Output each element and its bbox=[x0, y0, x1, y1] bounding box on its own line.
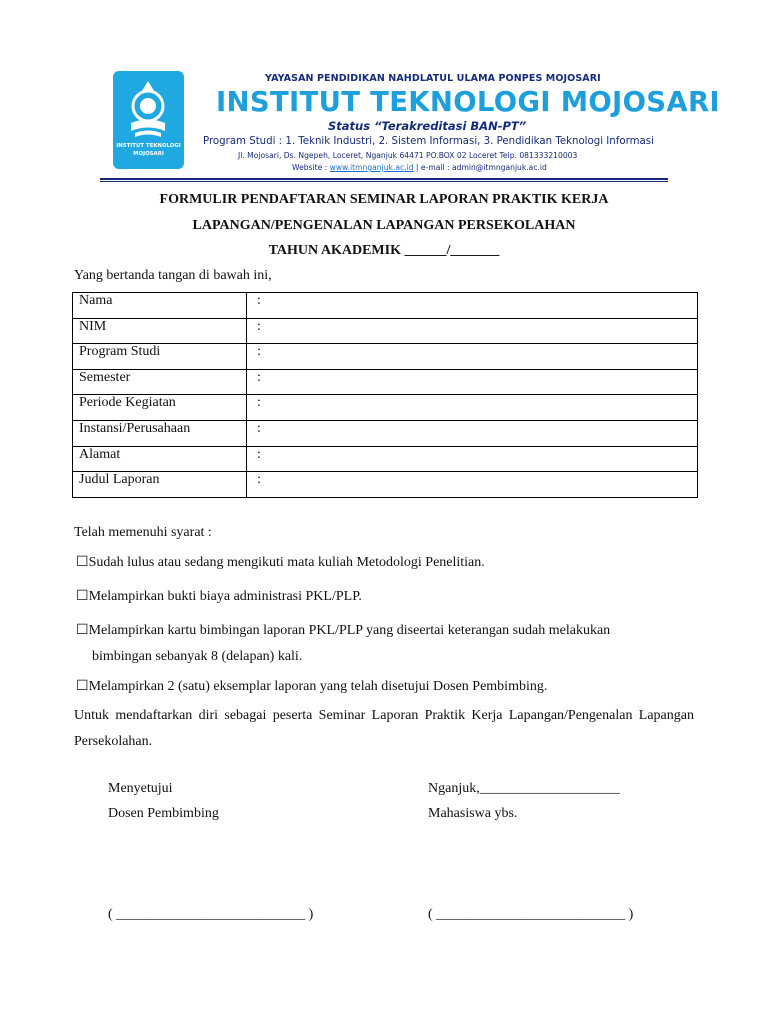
institution-logo bbox=[113, 71, 184, 169]
table-row bbox=[73, 293, 698, 319]
table-row bbox=[73, 344, 698, 370]
condition-text: Melampirkan kartu bimbingan laporan PKL/PLP yang diseertai keterangan sudah melakukan bbox=[88, 623, 611, 638]
field-label-periode-kegiatan: Periode Kegiatan bbox=[73, 395, 247, 421]
institution-contact bbox=[292, 163, 547, 172]
field-value-program-studi[interactable]: : bbox=[247, 344, 698, 370]
student-signature-line[interactable]: ( ___________________________ ) bbox=[428, 907, 634, 922]
table-row bbox=[73, 446, 698, 472]
field-value-nama[interactable]: : bbox=[247, 293, 698, 319]
field-label-program-studi: Program Studi bbox=[73, 344, 247, 370]
conditions-intro: Telah memenuhi syarat : bbox=[74, 525, 212, 540]
supervisor-signature-line[interactable]: ( ___________________________ ) bbox=[108, 907, 314, 922]
letterhead bbox=[0, 0, 768, 182]
condition-item bbox=[76, 617, 694, 670]
checkbox-icon[interactable]: ☐ bbox=[76, 554, 89, 570]
study-programs: Program Studi : 1. Teknik Industri, 2. Sistem Informasi, 3. Pendidikan Teknologi Informasi bbox=[203, 136, 654, 147]
approval-label: Menyetujui bbox=[108, 781, 173, 796]
letterhead-divider bbox=[100, 178, 668, 180]
student-label: Mahasiswa ybs. bbox=[428, 806, 518, 821]
condition-text: Melampirkan bukti biaya administrasi PKL/PLP. bbox=[88, 589, 362, 604]
field-label-alamat: Alamat bbox=[73, 446, 247, 472]
email-text: | e-mail : admin@itmnganjuk.ac.id bbox=[413, 163, 547, 172]
table-row bbox=[73, 420, 698, 446]
logo-text-mojosari: MOJOSARI bbox=[133, 151, 164, 157]
letterhead-divider-thin bbox=[100, 181, 668, 182]
field-label-judul-laporan: Judul Laporan bbox=[73, 472, 247, 498]
condition-item bbox=[76, 549, 694, 576]
field-value-semester[interactable]: : bbox=[247, 369, 698, 395]
field-value-periode-kegiatan[interactable]: : bbox=[247, 395, 698, 421]
website-link[interactable]: www.itmnganjuk.ac.id bbox=[329, 163, 414, 172]
field-value-instansi[interactable]: : bbox=[247, 420, 698, 446]
accreditation-status: Status “Terakreditasi BAN-PT” bbox=[328, 119, 527, 133]
field-label-nama: Nama bbox=[73, 293, 247, 319]
condition-text: Sudah lulus atau sedang mengikuti mata kuliah Metodologi Penelitian. bbox=[88, 555, 485, 570]
form-title-line-1: FORMULIR PENDAFTARAN SEMINAR LAPORAN PRAKTIK KERJA bbox=[159, 192, 609, 207]
institution-name: INSTITUT TEKNOLOGI MOJOSARI bbox=[216, 86, 720, 118]
website-label: Website : bbox=[292, 163, 330, 172]
table-row bbox=[73, 318, 698, 344]
checkbox-icon[interactable]: ☐ bbox=[76, 622, 89, 638]
student-data-table bbox=[72, 292, 698, 498]
condition-item bbox=[76, 673, 694, 700]
condition-item bbox=[76, 583, 694, 610]
condition-text-continued: bimbingan sebanyak 8 (delapan) kali. bbox=[92, 649, 303, 664]
field-label-nim: NIM bbox=[73, 318, 247, 344]
field-label-semester: Semester bbox=[73, 369, 247, 395]
field-label-instansi: Instansi/Perusahaan bbox=[73, 420, 247, 446]
institution-address: Jl. Mojosari, Ds. Ngepeh, Loceret, Nganjuk 64471 PO.BOX 02 Loceret Telp. 081333210003 bbox=[238, 151, 578, 160]
foundation-name: YAYASAN PENDIDIKAN NAHDLATUL ULAMA PONPES MOJOSARI bbox=[265, 73, 601, 84]
place-date-field[interactable]: Nganjuk,____________________ bbox=[428, 781, 620, 796]
field-value-nim[interactable]: : bbox=[247, 318, 698, 344]
table-row bbox=[73, 369, 698, 395]
table-row bbox=[73, 395, 698, 421]
checkbox-icon[interactable]: ☐ bbox=[76, 678, 89, 694]
table-row bbox=[73, 472, 698, 498]
field-value-judul-laporan[interactable]: : bbox=[247, 472, 698, 498]
academic-year-line: TAHUN AKADEMIK ______/_______ bbox=[268, 243, 500, 258]
logo-text-institute: INSTITUT TEKNOLOGI bbox=[116, 143, 181, 149]
condition-text: Melampirkan 2 (satu) eksemplar laporan yang telah disetujui Dosen Pembimbing. bbox=[88, 679, 548, 694]
form-title-line-2: LAPANGAN/PENGENALAN LAPANGAN PERSEKOLAHAN bbox=[192, 218, 576, 233]
intro-text: Yang bertanda tangan di bawah ini, bbox=[74, 268, 272, 283]
closing-statement: Untuk mendaftarkan diri sebagai peserta Seminar Laporan Praktik Kerja Lapangan/Pengenalan Lapangan Persekolahan. bbox=[74, 708, 694, 749]
supervisor-label: Dosen Pembimbing bbox=[108, 806, 219, 821]
field-value-alamat[interactable]: : bbox=[247, 446, 698, 472]
checkbox-icon[interactable]: ☐ bbox=[76, 588, 89, 604]
